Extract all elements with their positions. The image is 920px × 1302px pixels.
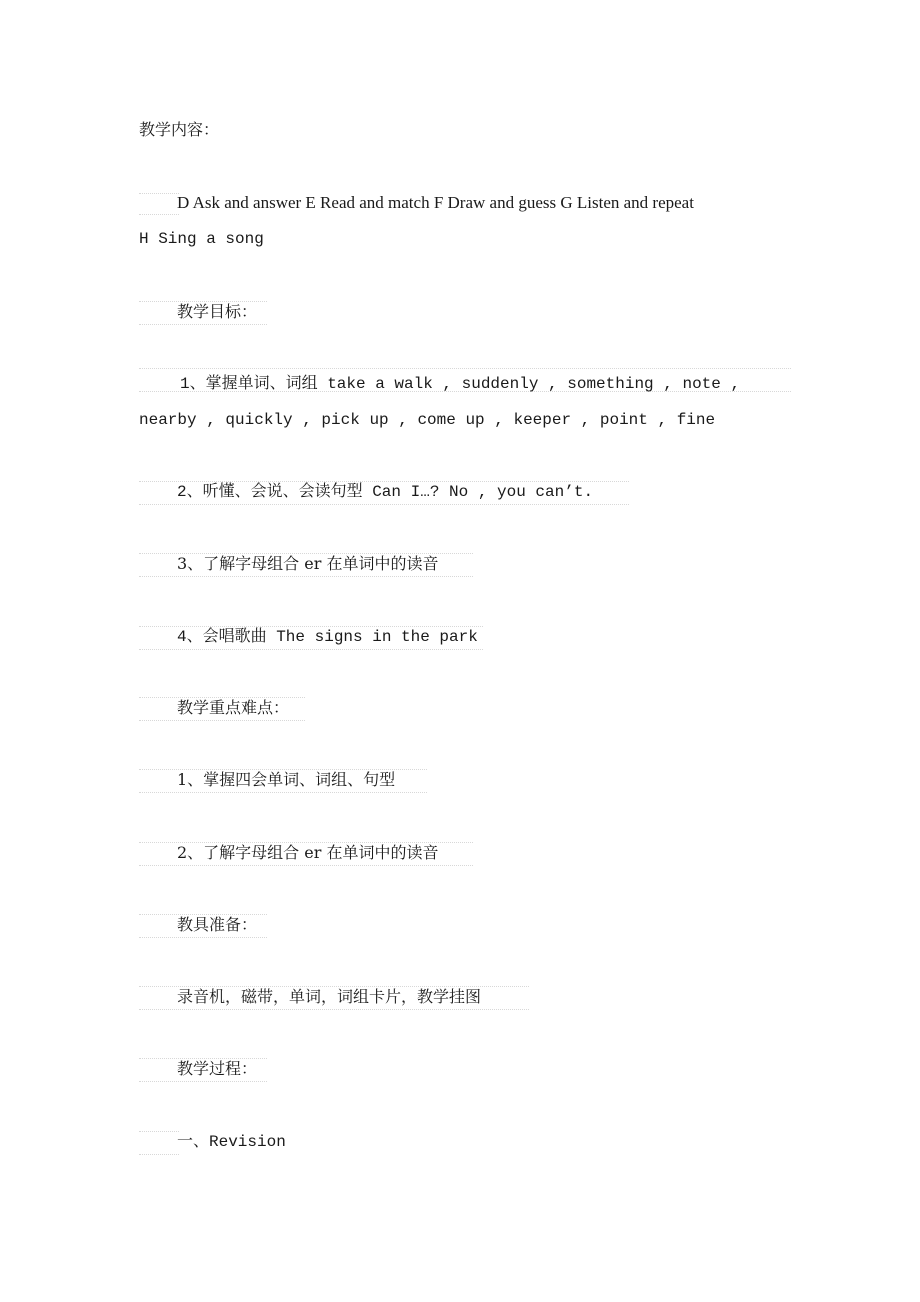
objective-item-1-line1: 1、掌握单词、词组 take a walk , suddenly , something , note , [180, 375, 741, 393]
objectives-heading: 教学目标： [177, 302, 258, 321]
objective-item-3: 3、了解字母组合 er 在单词中的读音 [177, 554, 439, 573]
materials-text: 录音机，磁带，单词，词组卡片，教学挂图 [177, 987, 482, 1006]
indent-marker [139, 193, 179, 215]
objective-item-2: 2、听懂、会说、会读句型 Can I…? No , you can’t. [177, 483, 594, 501]
content-text-line2: H Sing a song [139, 230, 264, 248]
process-heading: 教学过程： [177, 1059, 258, 1078]
materials-heading: 教具准备： [177, 915, 258, 934]
content-heading: 教学内容： [139, 120, 220, 139]
key-points-heading: 教学重点难点： [177, 698, 290, 717]
objective-item-1-line2: nearby , quickly , pick up , come up , keeper , point , fine [139, 411, 716, 429]
process-item-1: 一、Revision [177, 1133, 286, 1151]
key-point-item-2: 2、了解字母组合 er 在单词中的读音 [177, 843, 439, 862]
key-point-item-1: 1、掌握四会单词、词组、句型 [177, 770, 396, 789]
objective-item-4: 4、会唱歌曲 The signs in the park [177, 628, 478, 646]
content-text-line1: D Ask and answer E Read and match F Draw and guess G Listen and repeat [177, 193, 694, 212]
